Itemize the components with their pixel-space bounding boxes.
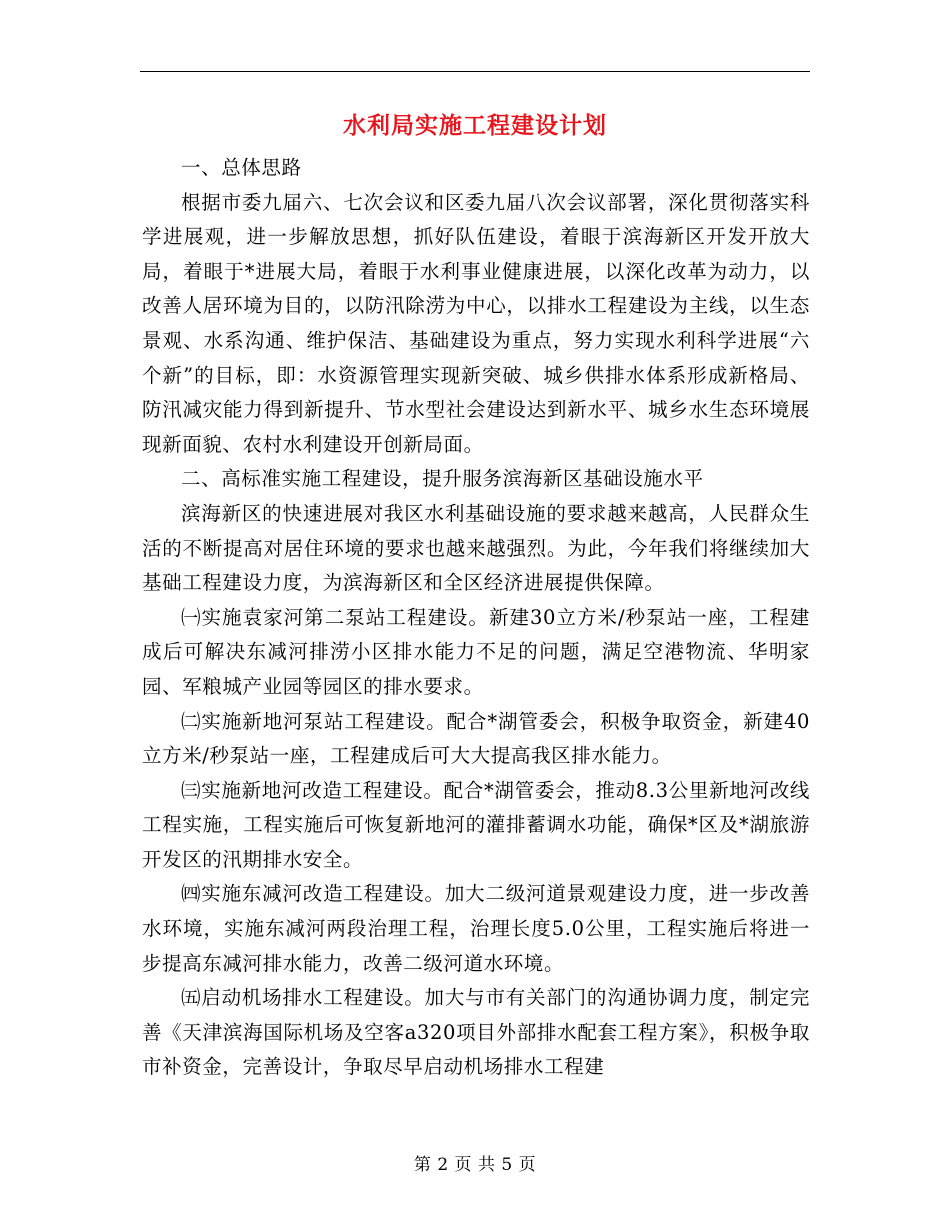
paragraph-item-1: ㈠实施袁家河第二泵站工程建设。新建30立方米/秒泵站一座，工程建成后可解决东减河排涝小区排水能力不足的问题，满足空港物流、华明家园、军粮城产业园等园区的排水要求。 — [142, 605, 810, 698]
paragraph-item-4: ㈣实施东减河改造工程建设。加大二级河道景观建设力度，进一步改善水环境，实施东减河两段治理工程，治理长度5.0公里，工程实施后将进一步提高东减河排水能力，改善二级河道水环境。 — [142, 882, 810, 975]
paragraph-item-2: ㈡实施新地河泵站工程建设。配合*湖管委会，积极争取资金，新建40立方米/秒泵站一座，工程建成后可大大提高我区排水能力。 — [142, 709, 810, 768]
paragraph-item-3: ㈢实施新地河改造工程建设。配合*湖管委会，推动8.3公里新地河改线工程实施，工程实施后可恢复新地河的灌排蓄调水功能，确保*区及*湖旅游开发区的汛期排水安全。 — [142, 778, 810, 871]
document-body — [142, 151, 810, 1085]
document-title: 水利局实施工程建设计划 — [343, 112, 607, 139]
paragraph-engineering-intro: 滨海新区的快速进展对我区水利基础设施的要求越来越高，人民群众生活的不断提高对居住环境的要求也越来越强烈。为此，今年我们将继续加大基础工程建设力度，为滨海新区和全区经济进展提供保障。 — [142, 501, 810, 595]
paragraph-overall-approach: 根据市委九届六、七次会议和区委九届八次会议部署，深化贯彻落实科学进展观，进一步解放思想，抓好队伍建设，着眼于滨海新区开发开放大局，着眼于*进展大局，着眼于水利事业健康进展，以深化改革为动力，以改善人居环境为目的，以防汛除涝为中心，以排水工程建设为主线，以生态景观、水系沟通、维护保洁、基础建设为重点，努力实现水利科学进展“六个新”的目标，即：水资源管理实现新突破、城乡供排水体系形成新格局、防汛减灾能力得到新提升、节水型社会建设达到新水平、城乡水生态环境展现新面貌、农村水利建设开创新局面。 — [142, 190, 810, 456]
paragraph-item-5: ㈤启动机场排水工程建设。加大与市有关部门的沟通协调力度，制定完善《天津滨海国际机场及空客a320项目外部排水配套工程方案》，积极争取市补资金，完善设计，争取尽早启动机场排水工程建 — [142, 986, 810, 1079]
section-heading-engineering: 二、高标准实施工程建设，提升服务滨海新区基础设施水平 — [181, 467, 704, 491]
header-rule — [140, 71, 810, 72]
section-heading-overall: 一、总体思路 — [181, 156, 302, 179]
page-number: 第 2 页 共 5 页 — [413, 1155, 537, 1175]
